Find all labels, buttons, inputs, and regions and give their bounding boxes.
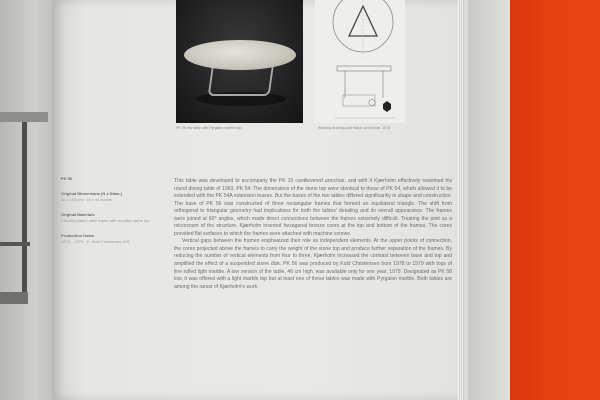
production-value: 1978 – 1979 · E. Kold Christensen A/S [61,239,130,244]
adjacent-page-photo [0,112,48,312]
dimensions-label: Original Dimensions (H x Diam.) [61,191,122,196]
metadata-sidebar [61,176,156,245]
production-label: Production Dates [61,233,95,238]
body-text [174,178,452,291]
dimensions-value: 46 x 103 cm / 18 x 40 inches [61,197,112,202]
drawing-caption: Working drawing and frame connection, 1978 [318,126,391,130]
materials-label: Original Materials [61,212,95,217]
table-photo [176,0,303,123]
backdrop [468,0,510,400]
paragraph: Vertical gaps between the frames emphasized their role as independent elements. At the upper points of connection, the cores projected above the frames to carry the weight of the stone top and produce further separation of the frames. By reducing the number of vertical elements from four to three, Kjærholm increased the contrast between base and top and amplified the effect of a suspended stone disk. PK 56 was produced by Kold Christensen from 1978 to 1979 with tops of line rolled light marble. A low version of the table, 46 cm high, was available only for one year, 1979. Designated as PK 58 low, it was offered with a light marble top but at least one of these tables was made with Pyrgaion marble. Both tables are among the rarest of Kjærholm's work. [174,238,452,290]
technical-drawing [315,0,405,123]
red-wall [510,0,600,400]
paragraph: This table was developed to accompany the PK 15 cantilevered armchair, and with it Kjærholm effectively reworked his round dining table of 1963, PK 54. The dimensions of the stone top were identical to those of PK 54, which allowed it to be extended with the PK 54A extension leaves. But the bases of the two tables differed significantly in shape and construction. The base of PK 56 was constructed of three rectangular frames that formed an equilateral triangle. The shift from orthogonal to triangular geometry had implications for both the tables' detailing and its overall appearance. The frames were joined at 60° angles, which made direct connections between the frames extremely difficult. Treating the joint as a microcosm of the structure, Kjærholm inserted hexagonal bronze cores at the top and bottom of the frames. The cores provided flat surfaces to which the frames were attached with machine screws. [174,178,452,237]
model-code: PK 56 [61,176,73,181]
photo-caption: PK 56 low table with Pyrgaion marble top [176,126,242,130]
materials-value: Chrome-plated steel frame with rhombic stone top [61,218,150,223]
